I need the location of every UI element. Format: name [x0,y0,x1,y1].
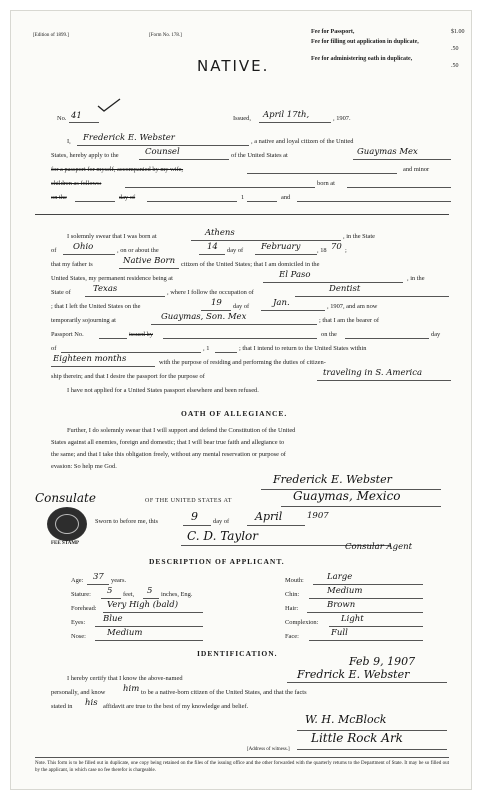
fee-passport-label: Fee for Passport, [311,29,355,35]
departure-day: 19 [211,298,222,308]
application-number-value: 41 [71,111,82,121]
issued-label: Issued, [233,115,251,122]
applicant-signature: Frederick E. Webster [273,473,392,486]
fee-stamp-seal [47,507,87,541]
oath-of-allegiance-heading: OATH OF ALLEGIANCE. [181,409,288,418]
address-of-witness-label: [Address of witness.] [247,747,290,752]
sworn-day: 9 [191,510,198,523]
form-number: [Form No. 178.] [149,33,182,38]
stature-feet: 5 [107,586,113,596]
application-number-label: No. [57,115,67,122]
issued-date: April 17th, [263,110,310,120]
birth-day: 14 [207,242,218,252]
issued-year: , 1907. [333,115,351,122]
face-value: Full [331,628,348,638]
birthplace: Athens [205,228,235,238]
sworn-year: 1907 [307,511,329,521]
fee-oath-label: Fee for administering oath in duplicate, [311,56,413,62]
return-duration: Eighteen months [53,354,127,364]
fee-oath-value: .50 [451,63,459,69]
occupation: Dentist [329,284,361,294]
consular-office: Counsel [145,147,180,157]
forehead-value: Very High (bald) [107,600,179,610]
residence-state: Texas [93,284,118,294]
eyes-value: Blue [103,614,123,624]
footer-divider [35,757,449,758]
complexion-value: Light [341,614,364,624]
nose-value: Medium [107,628,143,638]
description-heading: DESCRIPTION OF APPLICANT. [149,557,285,566]
passport-application-document: [Edition of 1899.] [Form No. 178.] Fee for Passport, $1.00 Fee for filling out application in duplicate, .50 Fee for administering oath in duplicate, .50 NATIVE. No. 41 Issued, April 17th, , 1907. I, Frederick E. Webster , a native and loyal citizen of the United States, hereby apply to the Counsel of the United States at Guaymas Mex for a passport for myself, accompanied by my wife, and minor children as follows: born at on the day of 1 and I solemnly swear that I was born at Athens , in the State of Ohio , on or about the 14 day of February , 18 70 ; that my father is Native Born citizen of the United States; that I am domiciled in the United States, my permanent residence being at El Paso , in the State of Texas , where I follow the occupation of Dentist ; that I left the United States on the 19 day of Jan. , 1907, and am now temporarily sojourning at Guaymas, Son. Mex ; that I am the bearer of Passport No. issued by on the day of , 1 ; that I intend to return to the United States within Eighteen months with the purpose of residing and performing the duties of citizen- ship therein; and that I desire the passport for the purpose of traveling in S. America I have not applied for a United States passport elsewhere and been refused. OATH OF ALLEGIANCE. Further, I do solemnly swear that I will support and defend the Constitution of the United States against all enemies, foreign and domestic; that I will bear true faith and allegiance to the same; and that I take this obligation freely, without any mental reservation or purpose of evasion: So help me God. Frederick E. Webster Consulate OF THE UNITED STATES AT Guaymas, Mexico FEE STAMP Sworn to before me, this 9 day of April 1907 C. D. Taylor Consular Agent DESCRIPTION OF APPLICANT. Age: 37 years. Stature: 5 feet, 5 inches, Eng. Forehead: Very High (bald) Eyes: Blue Nose: Medium Mouth: Large Chin: Medium Hair: Brown Complexion: Light Face: Full IDENTIFICATION. Feb 9, 1907 I hereby certify that I know the above-named Fredrick E. Webster personally, and know him to be a native-born citizen of the United States, and that the facts stated in his affidavit are true to the best of my knowledge and belief. W. H. McBlock Little Rock Ark [Address of witness.] Note. This form is to be filled out in duplicate, one copy being retained on the files of the issuing office and the other forwarded with the quarterly returns to the Department of State. It may be so filled out by the applicant, in which case no fee therefor is chargeable. [10,10,472,790]
stature-inches: 5 [147,586,153,596]
edition-label: [Edition of 1899.] [33,33,69,38]
consulate-handwritten: Consulate [35,491,96,505]
fee-stamp-label: FEE STAMP [51,541,80,546]
hair-value: Brown [327,600,356,610]
residence: El Paso [279,270,311,280]
birth-month: February [261,242,301,252]
witness-address: Little Rock Ark [311,731,403,745]
chin-value: Medium [327,586,363,596]
sworn-month: April [255,510,283,523]
official-title: Consular Agent [345,542,412,552]
official-signature: C. D. Taylor [187,529,259,543]
father-status: Native Born [123,256,176,266]
birth-state: Ohio [73,242,94,252]
mouth-value: Large [327,572,353,582]
page-title: NATIVE. [197,57,270,75]
sojourn-place: Guaymas, Son. Mex [161,312,247,322]
age-value: 37 [93,572,104,582]
consular-place: Guaymas Mex [357,147,418,157]
departure-month: Jan. [273,298,290,308]
fee-passport-value: $1.00 [451,29,465,35]
birth-year: 70 [331,242,342,252]
fee-application-label: Fee for filling out application in duplicate, [311,39,419,45]
applicant-name: Frederick E. Webster [83,133,175,143]
consulate-place: Guaymas, Mexico [293,489,401,503]
fee-application-value: .50 [451,46,459,52]
witness-signature: W. H. McBlock [305,713,387,726]
identification-heading: IDENTIFICATION. [197,649,278,658]
checkmark-icon [96,97,122,113]
identified-name: Fredrick E. Webster [297,668,410,681]
native-clause: , a native and loyal citizen of the United [251,138,354,145]
travel-purpose: traveling in S. America [323,368,423,378]
section-divider [35,214,449,215]
footer-note: Note. This form is to be filled out in duplicate, one copy being retained on the files of the issuing office and the other forwarded with the quarterly returns to the Department of State. It may be so filled out by the applicant, in which case no fee therefor is chargeable. [35,761,449,773]
identification-date: Feb 9, 1907 [349,655,416,668]
